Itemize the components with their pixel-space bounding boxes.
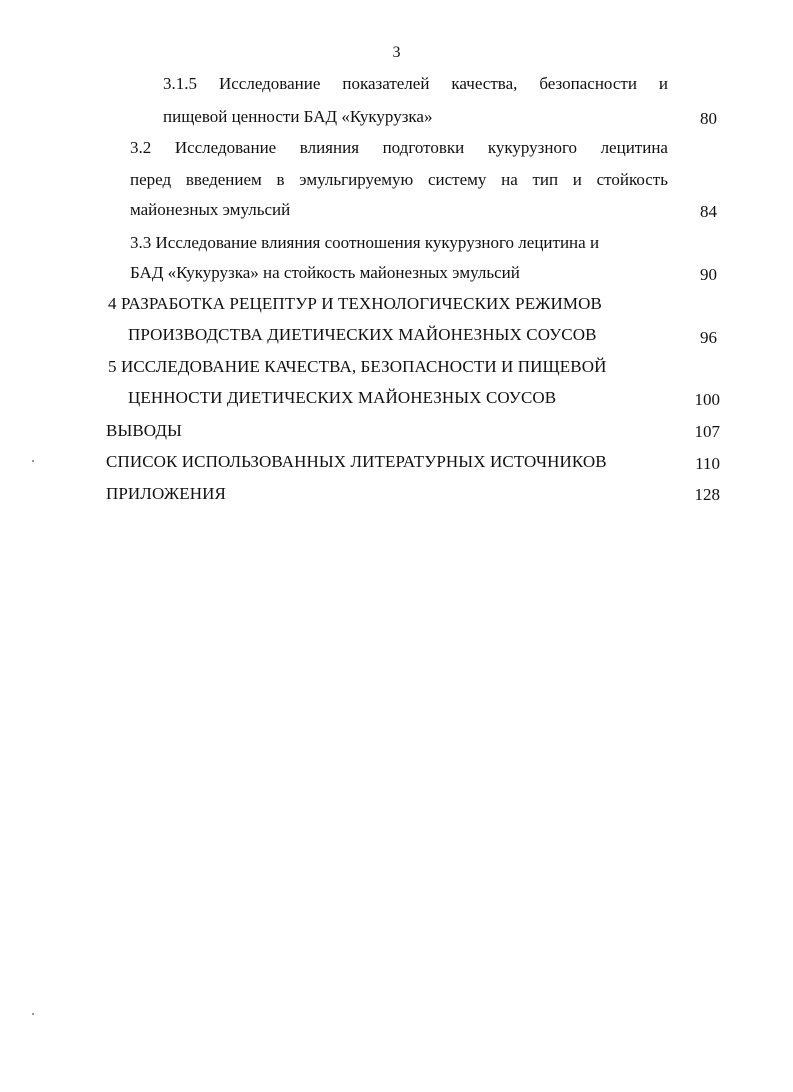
- toc-word: качества,: [451, 74, 518, 93]
- toc-entry-5-line-2: ЦЕННОСТИ ДИЕТИЧЕСКИХ МАЙОНЕЗНЫХ СОУСОВ: [128, 388, 557, 407]
- toc-word: перед: [130, 170, 172, 189]
- toc-entry-3-3-line-2: БАД «Кукурузка» на стойкость майонезных эмульсий: [130, 263, 520, 282]
- toc-word: тип: [532, 170, 559, 189]
- scan-speck: [32, 1013, 34, 1015]
- toc-entry-5-line-1: 5 ИССЛЕДОВАНИЕ КАЧЕСТВА, БЕЗОПАСНОСТИ И ПИЩЕВОЙ: [108, 357, 607, 376]
- toc-word: 3.2: [130, 138, 152, 157]
- toc-entry-conclusions-page: 107: [694, 422, 720, 441]
- toc-word: 3.1.5: [163, 74, 197, 93]
- toc-entry-appendices: ПРИЛОЖЕНИЯ: [106, 484, 226, 503]
- toc-entry-3-1-5-line-2: пищевой ценности БАД «Кукурузка»: [163, 107, 433, 126]
- toc-entry-3-2-line-1: [130, 138, 668, 158]
- toc-word: показателей: [342, 74, 430, 93]
- toc-word: эмульгируемую: [299, 170, 414, 189]
- toc-entry-references: СПИСОК ИСПОЛЬЗОВАННЫХ ЛИТЕРАТУРНЫХ ИСТОЧНИКОВ: [106, 452, 607, 471]
- toc-entry-3-1-5-line-1: [163, 74, 668, 94]
- toc-entry-references-page: 110: [695, 454, 720, 473]
- toc-entry-3-1-5-page: 80: [700, 109, 717, 128]
- toc-word: лецитина: [600, 138, 668, 157]
- toc-word: Исследование: [174, 138, 277, 157]
- toc-entry-4-line-1: 4 РАЗРАБОТКА РЕЦЕПТУР И ТЕХНОЛОГИЧЕСКИХ РЕЖИМОВ: [108, 294, 602, 313]
- toc-word: и: [658, 74, 668, 93]
- toc-entry-3-2-line-3: майонезных эмульсий: [130, 200, 291, 219]
- toc-entry-3-3-line-1: 3.3 Исследование влияния соотношения кукурузного лецитина и: [130, 233, 600, 252]
- toc-word: на: [501, 170, 518, 189]
- toc-word: в: [276, 170, 285, 189]
- toc-word: безопасности: [539, 74, 637, 93]
- toc-entry-appendices-page: 128: [694, 485, 720, 504]
- toc-entry-3-2-page: 84: [700, 202, 717, 221]
- toc-word: систему: [427, 170, 487, 189]
- page-number: 3: [392, 44, 401, 61]
- toc-word: влияния: [299, 138, 360, 157]
- toc-word: и: [572, 170, 582, 189]
- toc-word: кукурузного: [487, 138, 577, 157]
- toc-entry-3-2-line-2: [130, 170, 668, 190]
- toc-word: Исследование: [218, 74, 321, 93]
- toc-word: введением: [185, 170, 262, 189]
- toc-entry-3-3-page: 90: [700, 265, 717, 284]
- toc-entry-conclusions: ВЫВОДЫ: [106, 421, 182, 440]
- toc-entry-5-page: 100: [694, 390, 720, 409]
- toc-word: стойкость: [596, 170, 668, 189]
- toc-word: подготовки: [382, 138, 465, 157]
- toc-entry-4-page: 96: [700, 328, 717, 347]
- toc-entry-4-line-2: ПРОИЗВОДСТВА ДИЕТИЧЕСКИХ МАЙОНЕЗНЫХ СОУСОВ: [128, 325, 597, 344]
- scan-speck: [32, 460, 34, 462]
